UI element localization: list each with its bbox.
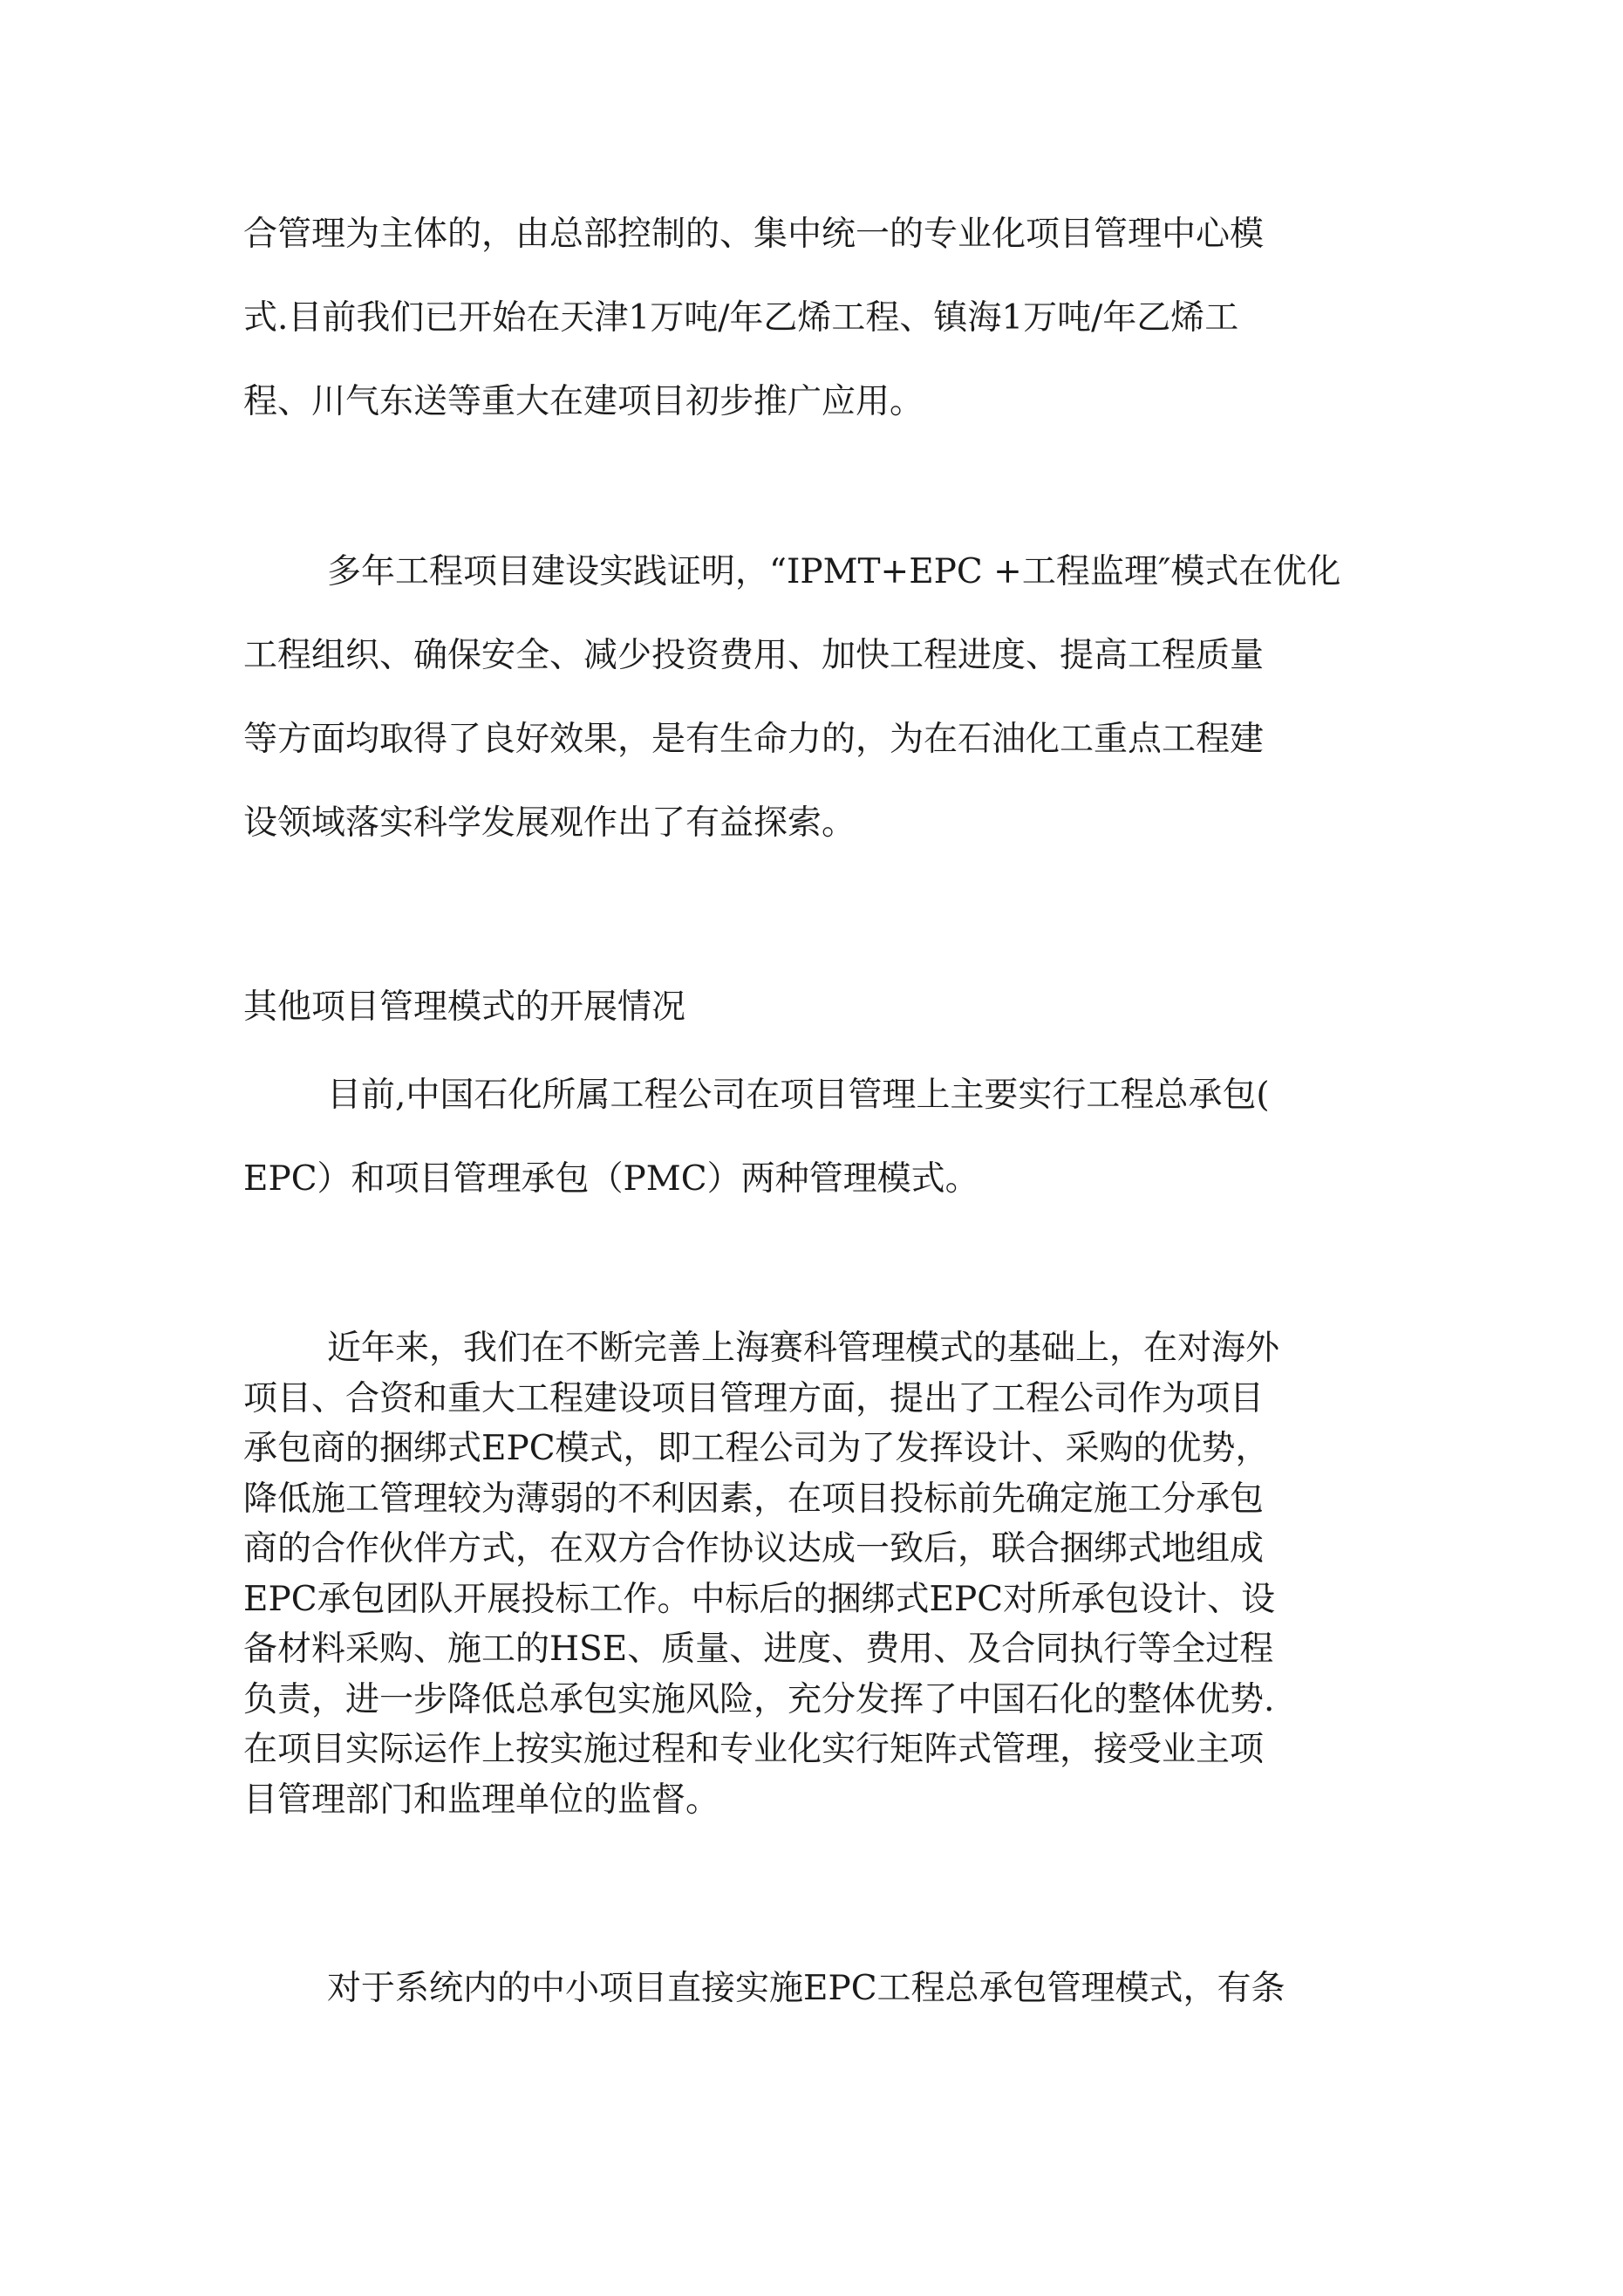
paragraph-5 [243,1947,1408,2031]
paragraph-line: 目管理部门和监理单位的监督。 [243,1780,720,1820]
paragraph-line: 工程组织、确保安全、减少投资费用、加快工程进度、提高工程质量 [243,636,1265,675]
paragraph-1 [243,193,1408,444]
paragraph-line: 降低施工管理较为薄弱的不利因素，在项目投标前先确定施工分承包 [243,1479,1265,1519]
paragraph-2 [243,530,1408,865]
paragraph-line: 项目、合资和重大工程建设项目管理方面，提出了工程公司作为项目 [243,1378,1265,1418]
paragraph-line: 近年来，我们在不断完善上海赛科管理模式的基础上，在对海外 [327,1329,1280,1368]
paragraph-line: 在项目实际运作上按实施过程和专业化实行矩阵式管理，接受业主项 [243,1730,1265,1769]
paragraph-line: EPC承包团队开展投标工作。中标后的捆绑式EPC对所承包设计、设 [243,1579,1276,1619]
paragraph-line: 目前,中国石化所属工程公司在项目管理上主要实行工程总承包( [327,1076,1270,1115]
paragraph-line: 商的合作伙伴方式，在双方合作协议达成一致后，联合捆绑式地组成 [243,1529,1265,1568]
section-heading [243,966,1408,1049]
paragraph-3 [243,1054,1408,1221]
paragraph-line: EPC）和项目管理承包（PMC）两种管理模式。 [243,1159,979,1199]
paragraph-line: 式.目前我们已开始在天津1万吨/年乙烯工程、镇海1万吨/年乙烯工 [243,298,1239,338]
section-heading-text: 其他项目管理模式的开展情况 [243,987,686,1027]
paragraph-line: 多年工程项目建设实践证明，“IPMT+EPC +工程监理″模式在优化 [327,552,1341,591]
paragraph-line: 承包商的捆绑式EPC模式，即工程公司为了发挥设计、采购的优势， [243,1429,1270,1468]
paragraph-line: 负责，进一步降低总承包实施风险，充分发挥了中国石化的整体优势. [243,1679,1275,1719]
paragraph-4 [243,1323,1408,1825]
paragraph-line: 设领域落实科学发展观作出了有益探索。 [243,803,856,843]
paragraph-line: 备材料采购、施工的HSE、质量、进度、费用、及合同执行等全过程 [243,1630,1274,1669]
paragraph-line: 合管理为主体的，由总部控制的、集中统一的专业化项目管理中心模 [243,215,1265,254]
paragraph-line: 程、川气东送等重大在建项目初步推广应用。 [243,382,924,421]
paragraph-line: 对于系统内的中小项目直接实施EPC工程总承包管理模式，有条 [327,1969,1285,2008]
paragraph-line: 等方面均取得了良好效果，是有生命力的，为在石油化工重点工程建 [243,720,1265,759]
